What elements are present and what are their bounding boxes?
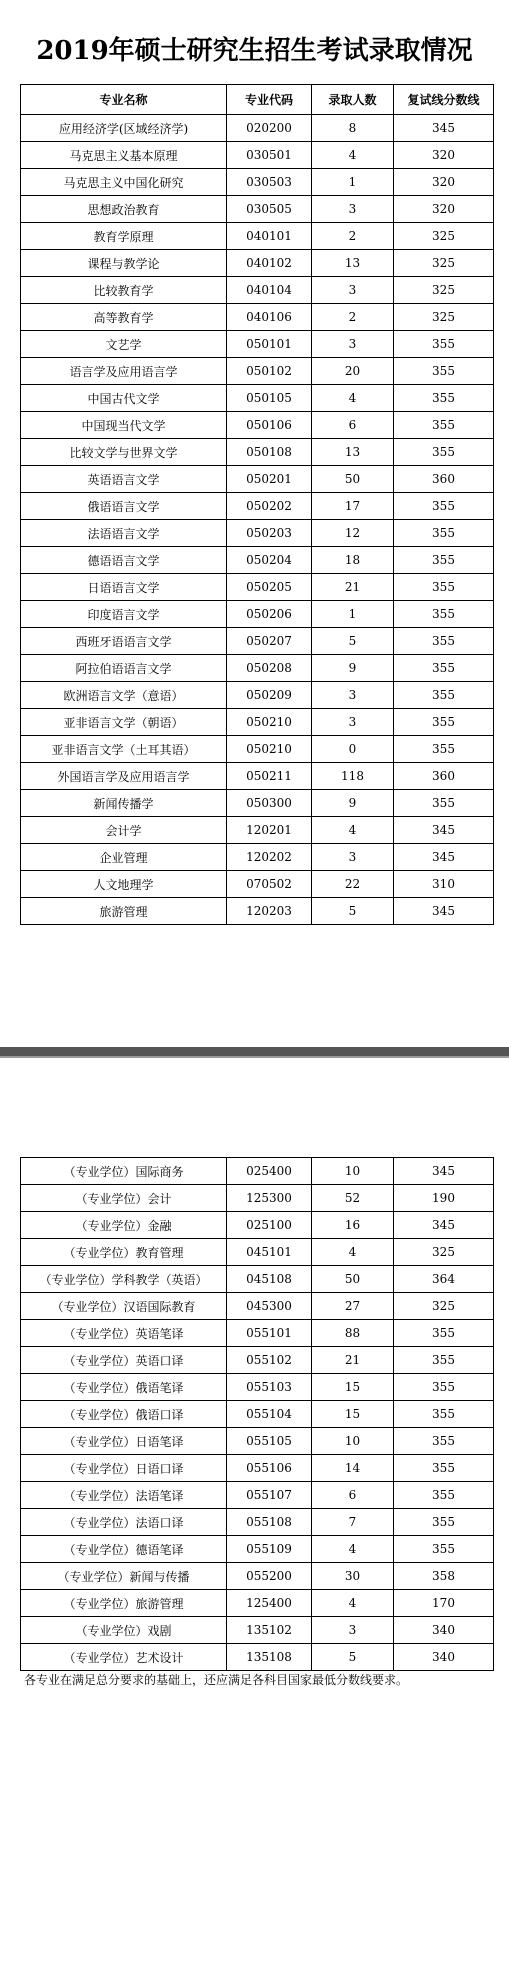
table-row [21,601,494,628]
major-code-cell: 050106 [227,412,312,439]
table-row [21,1509,494,1536]
admitted-count-cell: 18 [312,547,394,574]
score-line-cell: 320 [394,169,494,196]
table-header-row [21,85,494,115]
table-row [21,1158,494,1185]
major-name-cell: 文艺学 [21,331,227,358]
admitted-count-cell: 1 [312,601,394,628]
major-name-cell: （专业学位）国际商务 [21,1158,227,1185]
table-row [21,439,494,466]
major-name-cell: 语言学及应用语言学 [21,358,227,385]
table-row [21,1401,494,1428]
major-name-cell: 教育学原理 [21,223,227,250]
major-name-cell: （专业学位）旅游管理 [21,1590,227,1617]
admitted-count-cell: 7 [312,1509,394,1536]
score-line-cell: 355 [394,1509,494,1536]
major-name-cell: 阿拉伯语语言文学 [21,655,227,682]
table-row [21,1266,494,1293]
admitted-count-cell: 20 [312,358,394,385]
admitted-count-cell: 17 [312,493,394,520]
major-code-cell: 030503 [227,169,312,196]
major-code-cell: 135108 [227,1644,312,1671]
major-code-cell: 055108 [227,1509,312,1536]
major-name-cell: 高等教育学 [21,304,227,331]
table-row [21,358,494,385]
table-row [21,1347,494,1374]
major-code-cell: 040101 [227,223,312,250]
score-line-cell: 345 [394,898,494,925]
table-row [21,871,494,898]
table-row [21,628,494,655]
major-name-cell: 人文地理学 [21,871,227,898]
major-code-cell: 050201 [227,466,312,493]
major-name-cell: （专业学位）英语口译 [21,1347,227,1374]
table-row [21,655,494,682]
major-code-cell: 070502 [227,871,312,898]
admitted-count-cell: 4 [312,1590,394,1617]
admitted-count-cell: 30 [312,1563,394,1590]
major-name-cell: 比较文学与世界文学 [21,439,227,466]
score-line-cell: 355 [394,1401,494,1428]
major-name-cell: （专业学位）会计 [21,1185,227,1212]
admitted-count-cell: 5 [312,898,394,925]
column-header: 录取人数 [312,85,394,115]
score-line-cell: 364 [394,1266,494,1293]
major-name-cell: （专业学位）学科教学（英语） [21,1266,227,1293]
admission-table-professional [20,1157,494,1671]
admitted-count-cell: 13 [312,439,394,466]
table-row [21,196,494,223]
major-code-cell: 055106 [227,1455,312,1482]
score-line-cell: 355 [394,1482,494,1509]
admitted-count-cell: 27 [312,1293,394,1320]
score-line-cell: 345 [394,844,494,871]
column-header: 复试线分数线 [394,85,494,115]
table-row [21,1239,494,1266]
admitted-count-cell: 4 [312,817,394,844]
score-line-cell: 355 [394,682,494,709]
major-code-cell: 030505 [227,196,312,223]
major-code-cell: 120202 [227,844,312,871]
score-line-cell: 340 [394,1644,494,1671]
admitted-count-cell: 9 [312,790,394,817]
admitted-count-cell: 50 [312,466,394,493]
major-code-cell: 050209 [227,682,312,709]
score-line-cell: 360 [394,466,494,493]
major-name-cell: 应用经济学(区域经济学) [21,115,227,142]
admitted-count-cell: 6 [312,412,394,439]
major-name-cell: 俄语语言文学 [21,493,227,520]
major-name-cell: （专业学位）英语笔译 [21,1320,227,1347]
table-row [21,709,494,736]
page-separator-shadow [0,1056,509,1058]
admitted-count-cell: 3 [312,331,394,358]
admitted-count-cell: 12 [312,520,394,547]
major-code-cell: 045300 [227,1293,312,1320]
score-line-cell: 355 [394,1428,494,1455]
table-row [21,1212,494,1239]
major-name-cell: 外国语言学及应用语言学 [21,763,227,790]
table-row [21,790,494,817]
score-line-cell: 355 [394,358,494,385]
score-line-cell: 355 [394,493,494,520]
major-code-cell: 135102 [227,1617,312,1644]
admitted-count-cell: 21 [312,574,394,601]
score-line-cell: 355 [394,655,494,682]
major-name-cell: （专业学位）新闻与传播 [21,1563,227,1590]
table-row [21,547,494,574]
major-code-cell: 020200 [227,115,312,142]
major-name-cell: 日语语言文学 [21,574,227,601]
major-code-cell: 045101 [227,1239,312,1266]
score-line-cell: 355 [394,385,494,412]
major-code-cell: 045108 [227,1266,312,1293]
major-code-cell: 050208 [227,655,312,682]
major-code-cell: 030501 [227,142,312,169]
table-row [21,277,494,304]
admitted-count-cell: 1 [312,169,394,196]
table-row [21,1482,494,1509]
table-row [21,1590,494,1617]
major-name-cell: 企业管理 [21,844,227,871]
score-line-cell: 310 [394,871,494,898]
table-row [21,1320,494,1347]
footnote: 各专业在满足总分要求的基础上，还应满足各科目国家最低分数线要求。 [24,1673,409,1687]
major-name-cell: 法语语言文学 [21,520,227,547]
table-row [21,223,494,250]
score-line-cell: 170 [394,1590,494,1617]
admitted-count-cell: 88 [312,1320,394,1347]
table-row [21,1563,494,1590]
major-name-cell: 亚非语言文学（朝语） [21,709,227,736]
score-line-cell: 325 [394,304,494,331]
score-line-cell: 345 [394,817,494,844]
score-line-cell: 325 [394,1293,494,1320]
score-line-cell: 355 [394,1536,494,1563]
score-line-cell: 355 [394,1455,494,1482]
table-row [21,115,494,142]
major-name-cell: 新闻传播学 [21,790,227,817]
score-line-cell: 355 [394,331,494,358]
major-code-cell: 050207 [227,628,312,655]
major-name-cell: 中国现当代文学 [21,412,227,439]
admitted-count-cell: 5 [312,1644,394,1671]
major-name-cell: 课程与教学论 [21,250,227,277]
column-header: 专业代码 [227,85,312,115]
admitted-count-cell: 118 [312,763,394,790]
major-code-cell: 055109 [227,1536,312,1563]
table-row [21,304,494,331]
score-line-cell: 190 [394,1185,494,1212]
admitted-count-cell: 15 [312,1401,394,1428]
major-name-cell: （专业学位）德语笔译 [21,1536,227,1563]
major-code-cell: 125400 [227,1590,312,1617]
admitted-count-cell: 50 [312,1266,394,1293]
major-name-cell: （专业学位）俄语口译 [21,1401,227,1428]
admitted-count-cell: 13 [312,250,394,277]
table-row [21,493,494,520]
table-row [21,1455,494,1482]
admitted-count-cell: 14 [312,1455,394,1482]
major-code-cell: 050101 [227,331,312,358]
admitted-count-cell: 10 [312,1428,394,1455]
score-line-cell: 355 [394,736,494,763]
major-name-cell: （专业学位）教育管理 [21,1239,227,1266]
score-line-cell: 345 [394,1212,494,1239]
admitted-count-cell: 9 [312,655,394,682]
score-line-cell: 358 [394,1563,494,1590]
score-line-cell: 355 [394,1374,494,1401]
major-code-cell: 055200 [227,1563,312,1590]
major-code-cell: 025400 [227,1158,312,1185]
score-line-cell: 355 [394,601,494,628]
major-code-cell: 040106 [227,304,312,331]
table-row [21,466,494,493]
table-row [21,898,494,925]
admitted-count-cell: 3 [312,844,394,871]
score-line-cell: 355 [394,412,494,439]
admitted-count-cell: 3 [312,682,394,709]
admitted-count-cell: 3 [312,277,394,304]
admitted-count-cell: 5 [312,628,394,655]
score-line-cell: 355 [394,1347,494,1374]
major-name-cell: 马克思主义中国化研究 [21,169,227,196]
admitted-count-cell: 8 [312,115,394,142]
major-name-cell: 会计学 [21,817,227,844]
major-code-cell: 055102 [227,1347,312,1374]
admitted-count-cell: 4 [312,385,394,412]
table-row [21,574,494,601]
major-name-cell: 印度语言文学 [21,601,227,628]
page-title: 2019年硕士研究生招生考试录取情况 [36,36,473,66]
table-row [21,1617,494,1644]
admitted-count-cell: 52 [312,1185,394,1212]
major-name-cell: 马克思主义基本原理 [21,142,227,169]
score-line-cell: 355 [394,790,494,817]
major-code-cell: 050202 [227,493,312,520]
table-row [21,763,494,790]
table-row [21,1185,494,1212]
admission-table-academic [20,84,494,925]
table-row [21,142,494,169]
admitted-count-cell: 3 [312,709,394,736]
major-name-cell: 思想政治教育 [21,196,227,223]
table-row [21,520,494,547]
table-row [21,385,494,412]
major-code-cell: 125300 [227,1185,312,1212]
major-code-cell: 120201 [227,817,312,844]
admitted-count-cell: 16 [312,1212,394,1239]
admitted-count-cell: 22 [312,871,394,898]
major-code-cell: 055104 [227,1401,312,1428]
score-line-cell: 355 [394,574,494,601]
table-row [21,844,494,871]
major-code-cell: 025100 [227,1212,312,1239]
major-code-cell: 050105 [227,385,312,412]
column-header: 专业名称 [21,85,227,115]
admitted-count-cell: 2 [312,223,394,250]
admitted-count-cell: 2 [312,304,394,331]
major-code-cell: 050210 [227,736,312,763]
major-name-cell: （专业学位）俄语笔译 [21,1374,227,1401]
major-code-cell: 050204 [227,547,312,574]
table-row [21,412,494,439]
score-line-cell: 355 [394,439,494,466]
table-row [21,682,494,709]
score-line-cell: 345 [394,1158,494,1185]
score-line-cell: 355 [394,1320,494,1347]
major-code-cell: 055103 [227,1374,312,1401]
score-line-cell: 355 [394,547,494,574]
major-name-cell: （专业学位）汉语国际教育 [21,1293,227,1320]
admitted-count-cell: 0 [312,736,394,763]
score-line-cell: 325 [394,1239,494,1266]
admitted-count-cell: 6 [312,1482,394,1509]
admitted-count-cell: 3 [312,196,394,223]
major-name-cell: 德语语言文学 [21,547,227,574]
table-row [21,1536,494,1563]
score-line-cell: 355 [394,628,494,655]
admitted-count-cell: 15 [312,1374,394,1401]
table-row [21,169,494,196]
major-name-cell: （专业学位）戏剧 [21,1617,227,1644]
major-name-cell: 亚非语言文学（土耳其语） [21,736,227,763]
major-name-cell: 比较教育学 [21,277,227,304]
table-row [21,1428,494,1455]
score-line-cell: 320 [394,142,494,169]
table-row [21,736,494,763]
score-line-cell: 340 [394,1617,494,1644]
admitted-count-cell: 4 [312,1536,394,1563]
admitted-count-cell: 4 [312,142,394,169]
score-line-cell: 355 [394,709,494,736]
major-code-cell: 050203 [227,520,312,547]
table-row [21,250,494,277]
major-name-cell: 中国古代文学 [21,385,227,412]
score-line-cell: 345 [394,115,494,142]
score-line-cell: 320 [394,196,494,223]
admitted-count-cell: 3 [312,1617,394,1644]
major-name-cell: 旅游管理 [21,898,227,925]
admitted-count-cell: 10 [312,1158,394,1185]
admitted-count-cell: 21 [312,1347,394,1374]
major-code-cell: 055101 [227,1320,312,1347]
table-row [21,1644,494,1671]
major-name-cell: （专业学位）日语笔译 [21,1428,227,1455]
major-code-cell: 050206 [227,601,312,628]
major-name-cell: 西班牙语语言文学 [21,628,227,655]
score-line-cell: 325 [394,223,494,250]
major-code-cell: 055107 [227,1482,312,1509]
score-line-cell: 355 [394,520,494,547]
major-name-cell: （专业学位）艺术设计 [21,1644,227,1671]
major-code-cell: 055105 [227,1428,312,1455]
major-code-cell: 050211 [227,763,312,790]
table-row [21,1293,494,1320]
major-code-cell: 040104 [227,277,312,304]
score-line-cell: 325 [394,277,494,304]
table-row [21,817,494,844]
score-line-cell: 325 [394,250,494,277]
major-name-cell: 英语语言文学 [21,466,227,493]
major-code-cell: 120203 [227,898,312,925]
table-row [21,331,494,358]
major-code-cell: 050210 [227,709,312,736]
table-row [21,1374,494,1401]
major-name-cell: （专业学位）法语口译 [21,1509,227,1536]
admitted-count-cell: 4 [312,1239,394,1266]
major-name-cell: （专业学位）法语笔译 [21,1482,227,1509]
major-name-cell: 欧洲语言文学（意语） [21,682,227,709]
major-code-cell: 050102 [227,358,312,385]
major-name-cell: （专业学位）日语口译 [21,1455,227,1482]
major-code-cell: 040102 [227,250,312,277]
major-code-cell: 050300 [227,790,312,817]
major-name-cell: （专业学位）金融 [21,1212,227,1239]
major-code-cell: 050108 [227,439,312,466]
score-line-cell: 360 [394,763,494,790]
major-code-cell: 050205 [227,574,312,601]
